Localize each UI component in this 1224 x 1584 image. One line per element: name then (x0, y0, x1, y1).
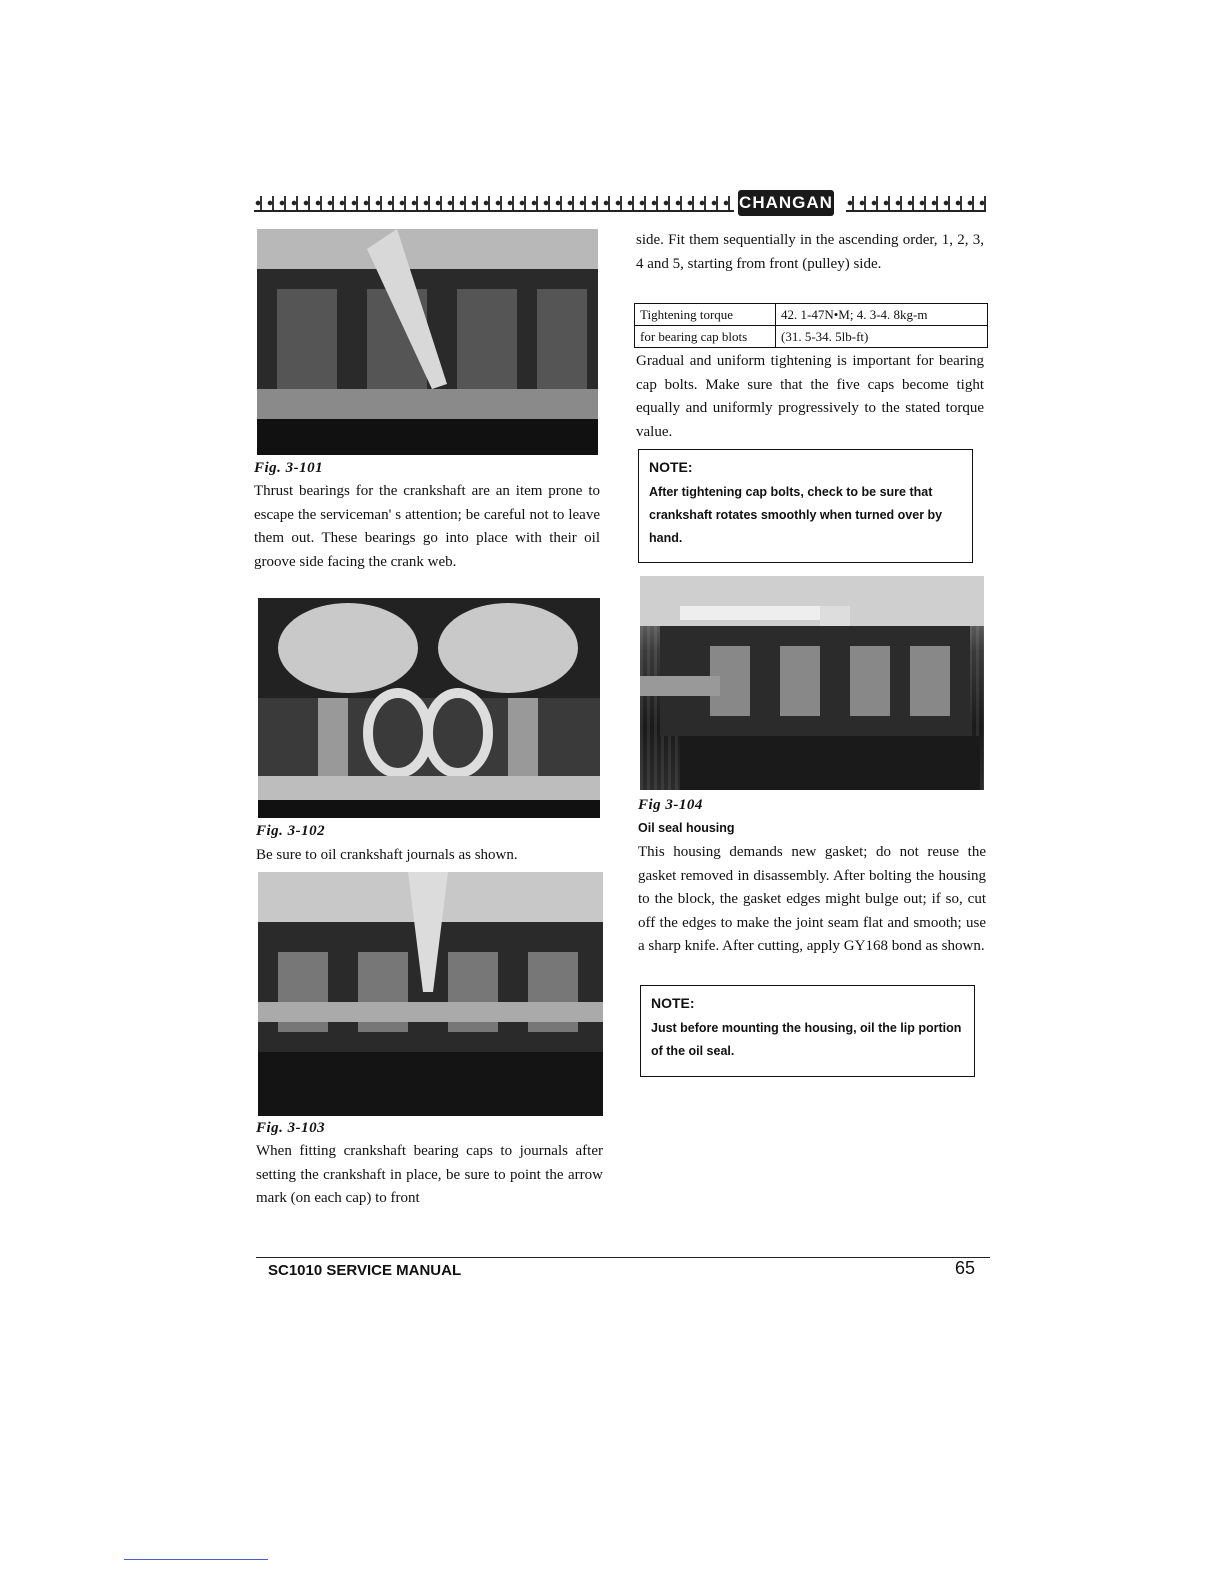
fig-3-104-caption: Fig 3-104 (638, 797, 703, 813)
fig-3-102-photo (258, 598, 600, 818)
footer-manual-title: SC1010 SERVICE MANUAL (268, 1262, 462, 1279)
fig-3-103-photo (258, 872, 603, 1116)
brand-logo: CHANGAN (738, 190, 834, 216)
header-ornament-left (254, 196, 734, 212)
oil-seal-housing-heading: Oil seal housing (638, 821, 735, 835)
footer-rule (256, 1257, 990, 1258)
fig-3-101-caption: Fig. 3-101 (254, 460, 324, 476)
fig-3-104-photo (640, 576, 984, 790)
header-ornament-right (846, 196, 986, 212)
fig-3-103-caption: Fig. 3-103 (256, 1120, 326, 1136)
note-box-2 (640, 985, 975, 1077)
torque-label-2: for bearing cap blots (635, 326, 776, 348)
fig-3-102-caption: Fig. 3-102 (256, 823, 326, 839)
note-box-1 (638, 449, 973, 563)
note-1-title: NOTE: (649, 459, 693, 475)
torque-label-1: Tightening torque (635, 304, 776, 326)
tightening-text: Gradual and uniform tightening is important for bearing cap bolts. Make sure that the five caps become tight equally and uniformly progressively to the stated torque value. (636, 353, 984, 440)
torque-row-2 (635, 326, 988, 348)
note-1-text: After tightening cap bolts, check to be sure that crankshaft rotates smoothly when turned over by hand. (649, 485, 943, 545)
oil-seal-housing-text: This housing demands new gasket; do not reuse the gasket removed in disassembly. After bolting the housing to the block, the gasket edges might bulge out; if so, cut off the edges to make the joint seam flat and smooth; use a sharp knife. After cutting, apply GY168 bond as shown. (638, 844, 986, 954)
bottom-rule (124, 1559, 268, 1560)
fig-3-101-text: Thrust bearings for the crankshaft are an item prone to escape the serviceman' s attention; be careful not to leave them out. These bearings go into place with their oil groove side facing the crank web. (254, 483, 600, 570)
note-2-text: Just before mounting the housing, oil the lip portion of the oil seal. (651, 1021, 962, 1058)
intro-text: side. Fit them sequentially in the ascending order, 1, 2, 3, 4 and 5, starting from front (pulley) side. (636, 232, 984, 272)
fig-3-101-photo (257, 229, 598, 455)
torque-value-2: (31. 5-34. 5lb-ft) (776, 326, 988, 348)
torque-row-1 (635, 304, 988, 326)
page-number: 65 (955, 1258, 976, 1278)
fig-3-102-text: Be sure to oil crankshaft journals as shown. (256, 847, 518, 863)
torque-value-1: 42. 1-47N•M; 4. 3-4. 8kg-m (776, 304, 988, 326)
note-2-title: NOTE: (651, 995, 695, 1011)
fig-3-103-text: When fitting crankshaft bearing caps to journals after setting the crankshaft in place, be sure to point the arrow mark (on each cap) to front (256, 1143, 603, 1206)
torque-spec-table (634, 303, 988, 348)
